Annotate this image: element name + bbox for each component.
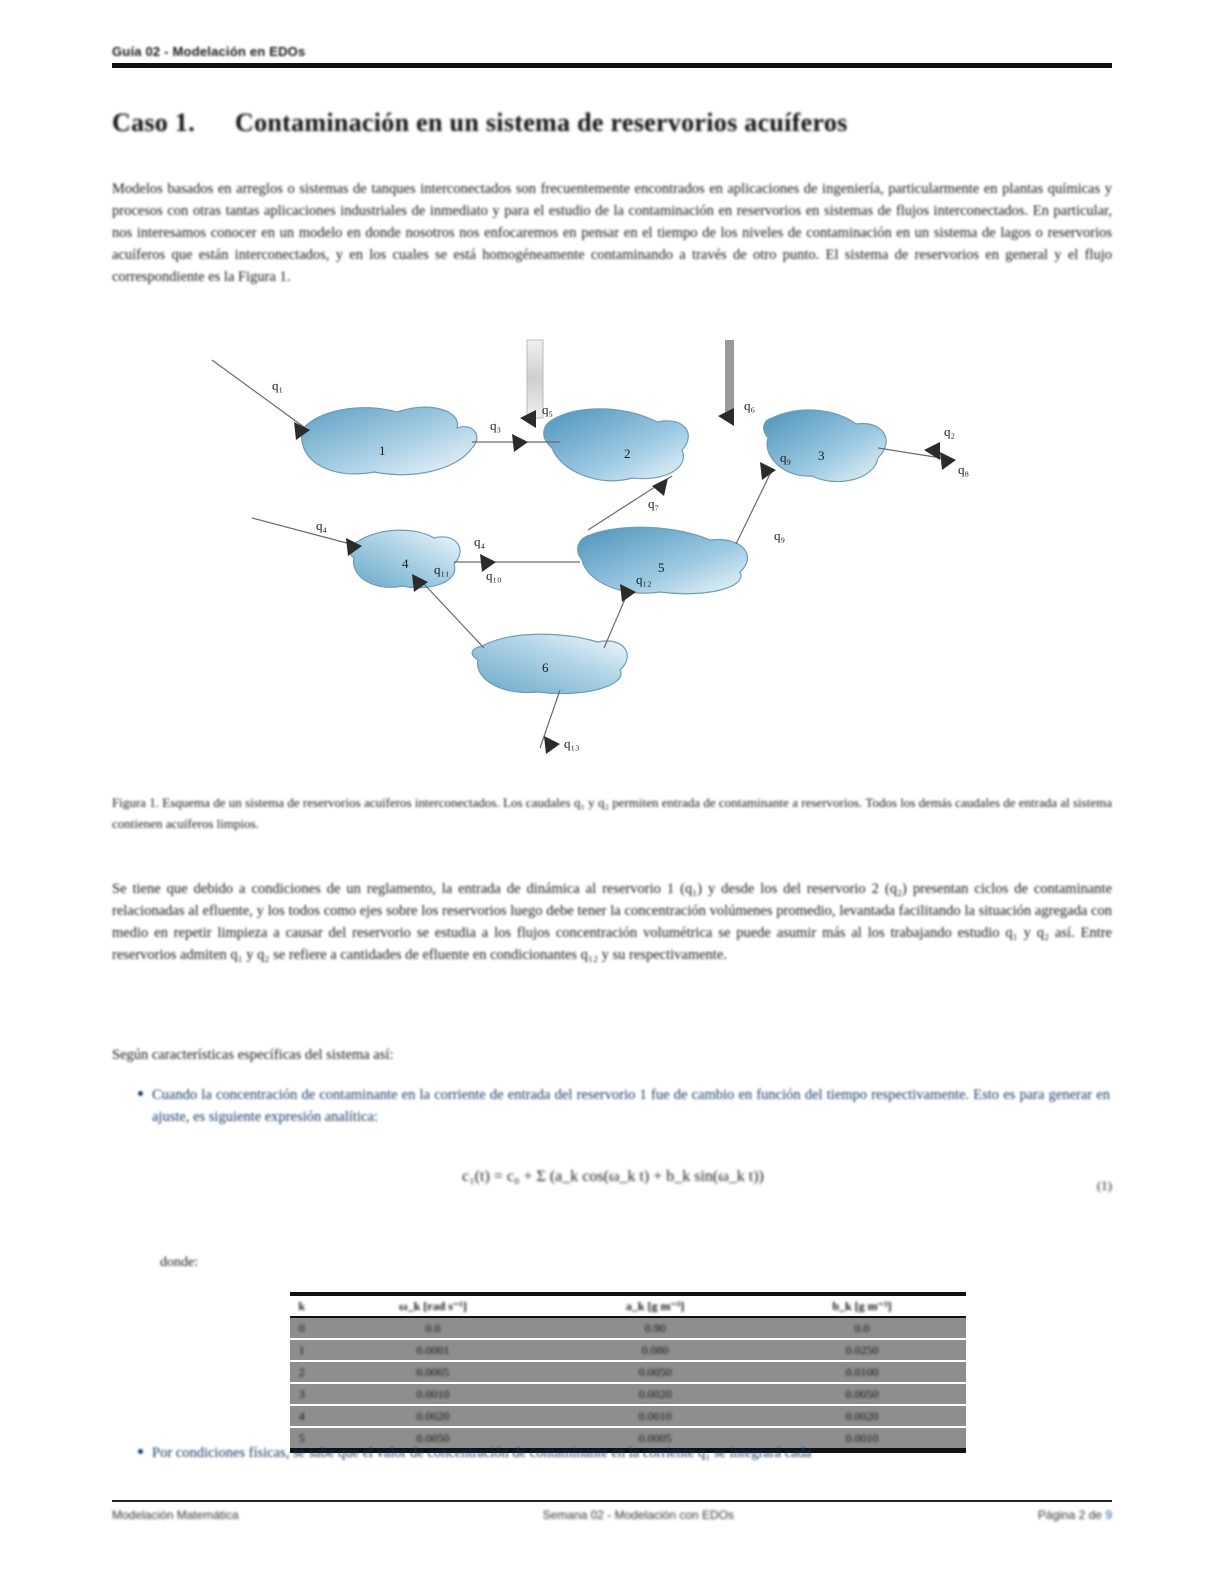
table-col-0: k xyxy=(290,1296,313,1317)
reservoir-1-label: 1 xyxy=(379,443,386,458)
reservoir-4-label: 4 xyxy=(402,556,409,571)
reservoir-3-shape xyxy=(764,410,886,482)
cell: 0.0005 xyxy=(552,1427,758,1451)
table-row xyxy=(290,1339,966,1361)
svg-text:q₆: q₆ xyxy=(744,398,756,413)
cell: 0.0100 xyxy=(758,1361,966,1383)
reservoir-6-shape xyxy=(472,634,627,693)
footer-page-number: 9 xyxy=(1105,1508,1112,1522)
page-footer xyxy=(112,1508,1112,1522)
reservoir-2-label: 2 xyxy=(624,446,631,461)
cell: 4 xyxy=(290,1405,313,1427)
reservoir-3-label: 3 xyxy=(818,448,825,463)
svg-text:q₉: q₉ xyxy=(780,450,792,465)
equation-1 xyxy=(112,1168,1112,1214)
cell: 0.0005 xyxy=(313,1361,552,1383)
bullet-1-text: Cuando la concentración de contaminante en la corriente de entrada del reservorio 1 fue de cambio en función del tiempo respectivamente. Esto es para generar en ajuste, es siguiente expresión analítica: xyxy=(152,1087,1110,1125)
footer-right xyxy=(1038,1508,1112,1522)
bullet-dot-icon xyxy=(138,1449,143,1454)
coefficients-table xyxy=(290,1292,966,1453)
svg-text:q₁₂: q₁₂ xyxy=(636,572,652,587)
equation-where-label: donde: xyxy=(160,1255,199,1270)
equation-number: (1) xyxy=(1096,1178,1112,1193)
cell: 0.0050 xyxy=(313,1427,552,1451)
svg-text:q₁₃: q₁₃ xyxy=(564,736,580,751)
footer-center: Semana 02 - Modelación con EDOs xyxy=(542,1508,735,1522)
requirements-lead: Según características específicas del sistema así: xyxy=(112,1047,394,1063)
cell: 0.0050 xyxy=(758,1383,966,1405)
flow-line-q4 xyxy=(252,518,358,546)
footer-left: Modelación Matemática xyxy=(112,1508,239,1522)
cell: 0.90 xyxy=(552,1317,758,1339)
svg-text:q₇: q₇ xyxy=(648,496,660,511)
table-col-1: ω_k [rad s⁻¹] xyxy=(313,1296,552,1317)
inflow-pipe-q5 xyxy=(527,340,543,418)
bullet-2-text: Por condiciones físicas, se sabe que el valor de concentración de contaminante en la corriente q₁ se integrará cada xyxy=(152,1445,812,1461)
cell: 0.0020 xyxy=(552,1383,758,1405)
bullet-item-2 xyxy=(152,1442,1110,1464)
case-label: Caso 1. xyxy=(112,108,195,137)
footer-rule xyxy=(112,1500,1112,1502)
bullet-item-1 xyxy=(152,1084,1110,1128)
cell: 0.0020 xyxy=(758,1405,966,1427)
footer-page-value: 2 de xyxy=(1078,1508,1102,1522)
reservoir-1-shape xyxy=(302,407,477,475)
svg-text:q₁₀: q₁₀ xyxy=(486,568,502,583)
svg-text:q₄: q₄ xyxy=(316,518,328,533)
table-row xyxy=(290,1405,966,1427)
svg-text:q₁: q₁ xyxy=(272,378,284,393)
cell: 0.0 xyxy=(758,1317,966,1339)
analysis-paragraph: Se tiene que debido a condiciones de un reglamento, la entrada de dinámica al reservorio 1 (q₁) y desde los del reservorio 2 (q₂) presentan ciclos de contaminante relacionadas al efluente, y los todos como ejes sobre los reservorios luego debe tener la concentración volúmenes promedio, levantada facilitando la situación agregada con medio en repetir limpieza a causar del reservorio se estudia a los flujos concentración volumétrica se puede asumir más al los trabajando estudio q₁ y q₂ así. Entre reservorios admiten q₁ y q₂ se refiere a cantidades de efluente en condicionantes q₁₂ y su respectivamente. xyxy=(112,881,1112,963)
cell: 0.0010 xyxy=(552,1405,758,1427)
inflow-pipe-q6 xyxy=(725,340,734,418)
cell: 0.0001 xyxy=(313,1339,552,1361)
cell: 5 xyxy=(290,1427,313,1451)
flow-line-q9 xyxy=(736,470,772,544)
table-row xyxy=(290,1383,966,1405)
cell: 0.0050 xyxy=(552,1361,758,1383)
header-rule xyxy=(112,63,1112,68)
footer-page-label: Página xyxy=(1037,1508,1076,1522)
reservoir-5-label: 5 xyxy=(658,560,665,575)
equation-expression: c₁(t) = c₀ + Σ (a_k cos(ω_k t) + b_k sin(ω_k t)) xyxy=(462,1168,764,1185)
flow-line-q1 xyxy=(212,360,308,430)
running-title: Guía 02 - Modelación en EDOs xyxy=(112,44,306,59)
case-title-text: Contaminación en un sistema de reservorios acuíferos xyxy=(235,108,848,137)
page-header xyxy=(112,44,1112,68)
table-row xyxy=(290,1361,966,1383)
cell: 1 xyxy=(290,1339,313,1361)
flow-line-q11 xyxy=(424,584,484,648)
table-col-3: b_k [g m⁻³] xyxy=(758,1296,966,1317)
cell: 0.0010 xyxy=(313,1383,552,1405)
page-title xyxy=(112,108,1112,138)
cell: 0.0 xyxy=(313,1317,552,1339)
svg-text:q₉: q₉ xyxy=(774,528,786,543)
figure-caption: Figura 1. Esquema de un sistema de reservorios acuíferos interconectados. Los caudales q₁ y q₂ permiten entrada de contaminante a reservorios. Todos los demás caudales de entrada al sistema contienen acuíferos limpios. xyxy=(112,795,1112,831)
svg-text:q₄: q₄ xyxy=(474,534,486,549)
intro-paragraph: Modelos basados en arreglos o sistemas de tanques interconectados son frecuentemente encontrados en aplicaciones de ingeniería, particularmente en plantas químicas y procesos con otras tantas aplicaciones industriales de inmediato y para el estudio de la contaminación en reservorios en sistemas de flujos interconectados. En particular, nos interesamos conocer en un modelo en donde nosotros nos enfocaremos en pensar en el tiempo de los niveles de contaminación en un sistema de lagos o reservorios acuíferos que están interconectados, y en los cuales se está homogéneamente contaminando a través de otro punto. El sistema de reservorios en general y el flujo correspondiente es la Figura 1. xyxy=(112,181,1112,285)
cell: 0 xyxy=(290,1317,313,1339)
reservoir-2-shape xyxy=(544,409,689,481)
svg-text:q₈: q₈ xyxy=(958,462,970,477)
figure-diagram xyxy=(112,330,1112,780)
table-row xyxy=(290,1317,966,1339)
bullet-dot-icon xyxy=(138,1091,143,1096)
reservoir-6-label: 6 xyxy=(542,660,549,675)
cell: 0.0020 xyxy=(313,1405,552,1427)
svg-text:q₃: q₃ xyxy=(490,418,502,433)
svg-text:q₅: q₅ xyxy=(542,402,554,417)
cell: 2 xyxy=(290,1361,313,1383)
table-header-row xyxy=(290,1296,966,1317)
cell: 0.0250 xyxy=(758,1339,966,1361)
cell: 0.080 xyxy=(552,1339,758,1361)
cell: 0.0010 xyxy=(758,1427,966,1451)
svg-text:q₁₁: q₁₁ xyxy=(434,562,450,577)
cell: 3 xyxy=(290,1383,313,1405)
table-col-2: a_k [g m⁻³] xyxy=(552,1296,758,1317)
svg-text:q₂: q₂ xyxy=(944,424,956,439)
flow-line-q12 xyxy=(604,592,628,648)
